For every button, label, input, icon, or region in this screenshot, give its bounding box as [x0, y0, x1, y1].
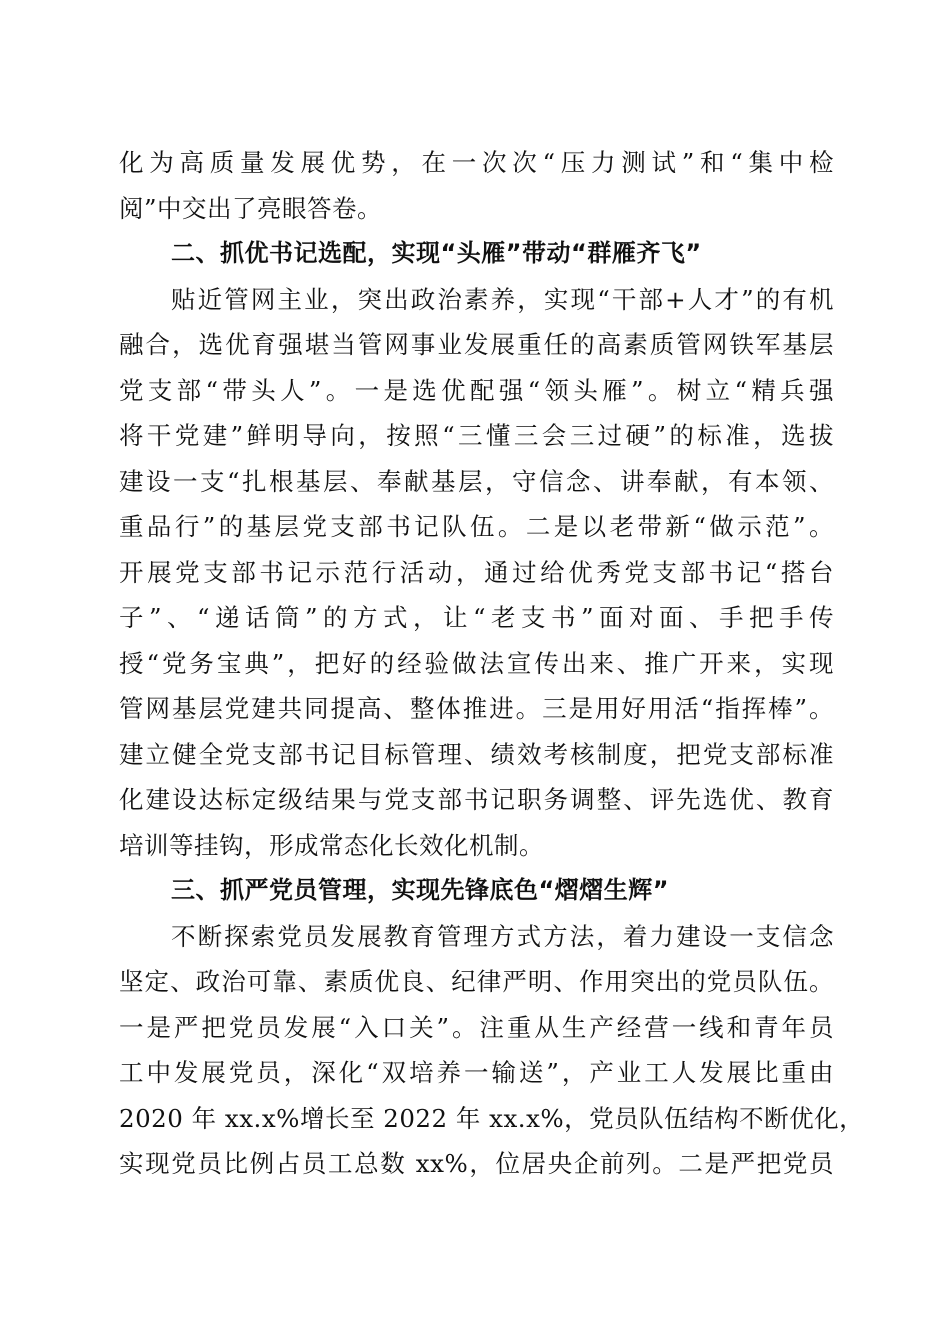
section-heading: 二、抓优书记选配，实现“头雁”带动“群雁齐飞” — [171, 239, 702, 267]
paragraph-line: 将干党建”鲜明导向，按照“三懂三会三过硬”的标准，选拔 — [119, 421, 834, 450]
paragraph-line: 坚定、政治可靠、素质优良、纪律严明、作用突出的党员队伍。 — [119, 967, 834, 996]
paragraph-line: 化建设达标定级结果与党支部书记职务调整、评先选优、教育 — [119, 785, 834, 814]
paragraph-line: 阅”中交出了亮眼答卷。 — [119, 193, 383, 223]
paragraph-line: 培训等挂钩，形成常态化长效化机制。 — [119, 830, 544, 860]
paragraph-line: 不断探索党员发展教育管理方式方法，着力建设一支信念 — [171, 921, 834, 951]
paragraph-line: 化为高质量发展优势，在一次次“压力测试”和“集中检 — [119, 148, 834, 177]
paragraph-line: 实现党员比例占员工总数 xx%，位居央企前列。二是严把党员 — [119, 1149, 834, 1178]
section-heading: 三、抓严党员管理，实现先锋底色“熠熠生辉” — [171, 876, 670, 904]
document-body — [119, 140, 865, 1187]
paragraph-line: 重品行”的基层党支部书记队伍。二是以老带新“做示范”。 — [119, 512, 834, 541]
paragraph-line: 建立健全党支部书记目标管理、绩效考核制度，把党支部标准 — [119, 739, 834, 769]
paragraph-line: 一是严把党员发展“入口关”。注重从生产经营一线和青年员 — [119, 1012, 834, 1042]
paragraph-line: 管网基层党建共同提高、整体推进。三是用好用活“指挥棒”。 — [119, 694, 834, 723]
paragraph-line: 开展党支部书记示范行活动，通过给优秀党支部书记“搭台 — [119, 557, 834, 587]
paragraph-line: 授“党务宝典”，把好的经验做法宣传出来、推广开来，实现 — [119, 648, 834, 678]
paragraph-line: 子”、“递话筒”的方式，让“老支书”面对面、手把手传 — [119, 603, 834, 632]
paragraph-line: 工中发展党员，深化“双培养一输送”，产业工人发展比重由 — [119, 1058, 834, 1087]
paragraph-line: 贴近管网主业，突出政治素养，实现“干部+人才”的有机 — [171, 284, 834, 314]
paragraph-line: 融合，选优育强堪当管网事业发展重任的高素质管网铁军基层 — [119, 330, 834, 359]
paragraph-line: 党支部“带头人”。一是选优配强“领头雁”。树立“精兵强 — [119, 375, 834, 405]
paragraph-line: 2020 年 xx.x%增长至 2022 年 xx.x%，党员队伍结构不断优化， — [119, 1103, 865, 1133]
paragraph-line: 建设一支“扎根基层、奉献基层，守信念、讲奉献，有本领、 — [119, 466, 834, 496]
